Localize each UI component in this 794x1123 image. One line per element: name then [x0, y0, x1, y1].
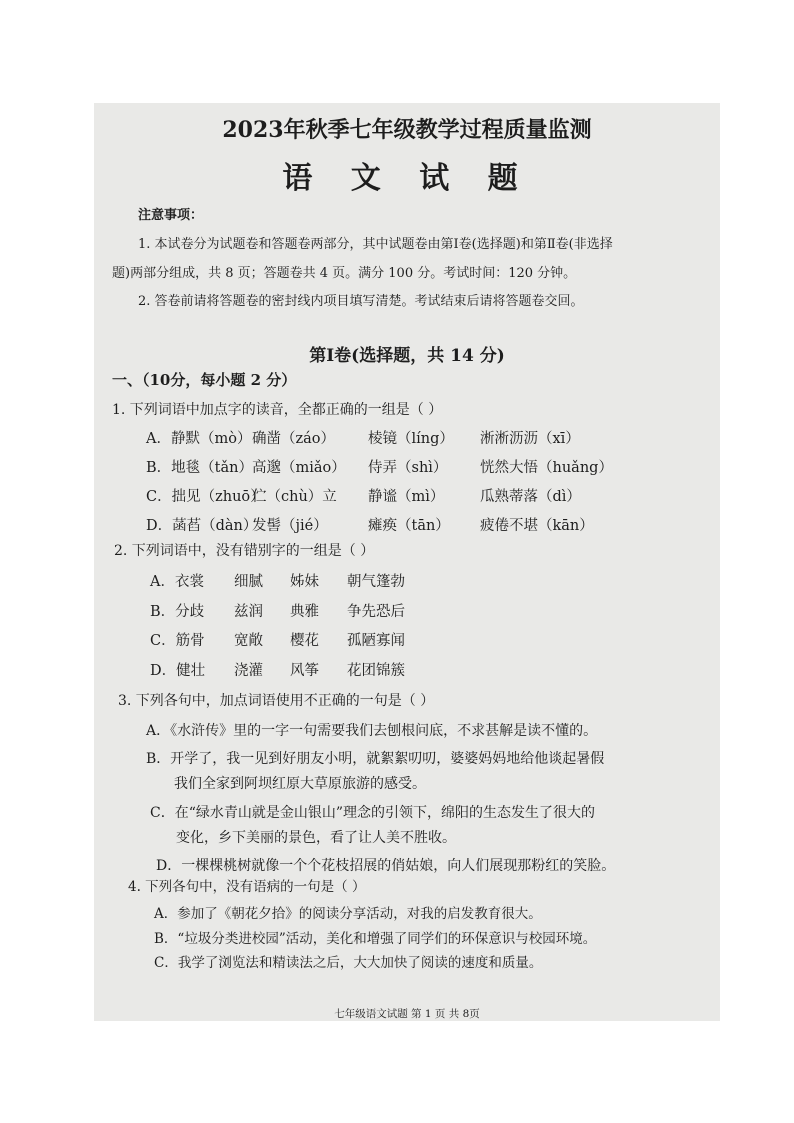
question-4-stem: 4. 下列各句中，没有语病的一句是（ ）	[128, 879, 366, 895]
question-4-option-a: A．参加了《朝花夕拾》的阅读分享活动，对我的启发教育很大。	[154, 906, 542, 922]
question-1-option-a: A．静默（mò）确凿（záo） 棱镜（líng） 淅淅沥沥（xī）	[146, 431, 580, 447]
question-1-option-d: D．菡萏（dàn）发髻（jié） 瘫痪（tān） 疲倦不堪（kān）	[146, 518, 594, 534]
notice-item: 2. 答卷前请将答题卷的密封线内项目填写清楚。考试结束后请将答题卷交回。	[138, 294, 584, 309]
question-2-option-d: D．健壮 浇灌 风筝 花团锦簇	[150, 663, 405, 679]
question-3-option-b: B．开学了，我一见到好朋友小明，就絮絮叨叨，婆婆妈妈地给他谈起暑假	[146, 751, 605, 767]
exam-subtitle: 语 文 试 题	[282, 161, 532, 196]
section-title: 第Ⅰ卷(选择题，共 14 分)	[309, 346, 505, 366]
question-3-option-b-cont: 我们全家到阿坝红原大草原旅游的感受。	[174, 776, 426, 792]
question-3-option-c-cont: 变化，乡下美丽的景色，看了让人美不胜收。	[176, 830, 456, 846]
question-4-option-c: C．我学了浏览法和精读法之后，大大加快了阅读的速度和质量。	[154, 955, 543, 971]
question-2-option-a: A．衣裳 细腻 姊妹 朝气篷勃	[150, 574, 405, 590]
question-2-option-c: C．筋骨 宽敞 樱花 孤陋寡闻	[150, 633, 405, 649]
notice-heading: 注意事项：	[138, 208, 204, 223]
exam-page	[94, 103, 720, 1021]
question-3-stem: 3. 下列各句中，加点词语使用不正确的一句是（ ）	[118, 693, 435, 709]
question-1-stem: 1. 下列词语中加点字的读音，全都正确的一组是（ ）	[112, 402, 443, 418]
page-footer: 七年级语文试题 第 1 页 共 8页	[334, 1008, 480, 1020]
question-3-option-a: A．《水浒传》里的一字一句需要我们去刨根问底，不求甚解是读不懂的。	[146, 723, 598, 739]
question-1-option-c: C．拙见（zhuō）伫（chù）立 静谧（mì） 瓜熟蒂落（dì）	[146, 489, 581, 505]
exam-title: 2023年秋季七年级教学过程质量监测	[222, 117, 592, 143]
question-2-stem: 2. 下列词语中，没有错别字的一组是（ ）	[114, 543, 375, 559]
question-3-option-c: C．在“绿水青山就是金山银山”理念的引领下，绵阳的生态发生了很大的	[150, 805, 596, 821]
part-heading: 一、（10分，每小题 2 分）	[112, 371, 297, 389]
question-3-option-d: D．一棵棵桃树就像一个个花枝招展的俏姑娘，向人们展现那粉红的笑脸。	[156, 858, 616, 874]
question-4-option-b: B．“垃圾分类进校园”活动，美化和增强了同学们的环保意识与校园环境。	[154, 931, 597, 947]
question-1-option-b: B．地毯（tǎn）高邈（miǎo） 侍弄（shì） 恍然大悟（huǎng）	[146, 460, 613, 476]
notice-item: 题)两部分组成，共 8 页；答题卷共 4 页。满分 100 分。考试时间：120 分钟。	[112, 266, 577, 281]
question-2-option-b: B．分歧 兹润 典雅 争先恐后	[150, 604, 405, 620]
notice-item: 1. 本试卷分为试题卷和答题卷两部分，其中试题卷由第Ⅰ卷(选择题)和第Ⅱ卷(非选择	[138, 237, 613, 252]
